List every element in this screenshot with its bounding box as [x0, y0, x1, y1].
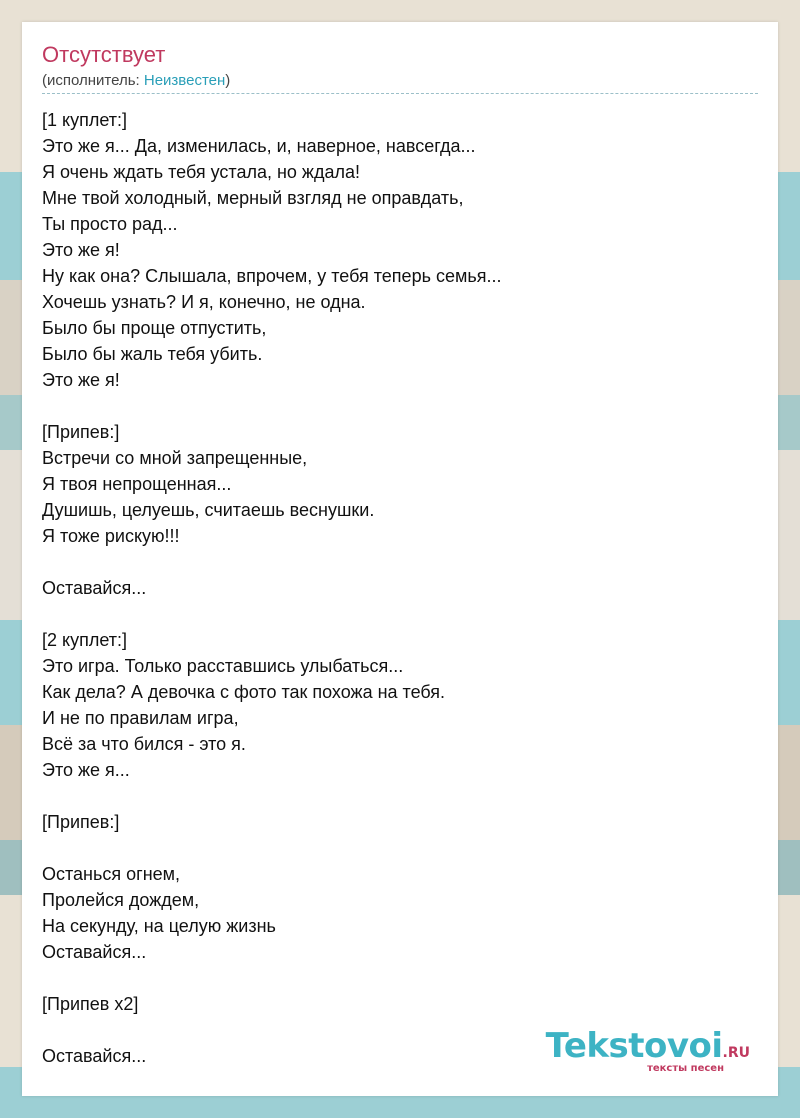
lyrics-text: [42, 107, 758, 1069]
lyric-line: [Припев:]: [42, 812, 120, 832]
lyrics-card: [22, 22, 778, 1096]
artist-prefix: (исполнитель:: [42, 72, 144, 89]
lyric-line: И не по правилам игра,: [42, 708, 239, 728]
lyric-line: Останься огнем,: [42, 864, 181, 884]
lyric-line: [42, 549, 758, 575]
lyric-line: [Припев x2]: [42, 994, 139, 1014]
lyric-line: Хочешь узнать? И я, конечно, не одна.: [42, 292, 366, 312]
lyric-line: Это же я... Да, изменилась, и, наверное, навсегда...: [42, 136, 476, 156]
lyric-line: Было бы проще отпустить,: [42, 318, 267, 338]
lyric-line: Оставайся...: [42, 942, 147, 962]
lyric-line: Мне твой холодный, мерный взгляд не оправдать,: [42, 188, 464, 208]
lyric-line: Ты просто рад...: [42, 214, 178, 234]
song-title: Отсутствует: [42, 42, 166, 67]
site-logo[interactable]: [545, 1026, 750, 1074]
lyric-line: [Припев:]: [42, 422, 120, 442]
lyric-line: [42, 835, 758, 861]
lyric-line: Я очень ждать тебя устала, но ждала!: [42, 162, 361, 182]
lyric-line: Это же я!: [42, 370, 120, 390]
lyric-line: [42, 393, 758, 419]
lyric-line: Это игра. Только расставшись улыбаться...: [42, 656, 404, 676]
lyric-line: [1 куплет:]: [42, 110, 127, 130]
lyric-line: На секунду, на целую жизнь: [42, 916, 276, 936]
logo-tld: .RU: [722, 1045, 750, 1061]
lyric-line: Это же я!: [42, 240, 120, 260]
lyric-line: Оставайся...: [42, 1046, 147, 1066]
lyric-line: [2 куплет:]: [42, 630, 127, 650]
lyric-line: [42, 601, 758, 627]
lyric-line: Как дела? А девочка с фото так похожа на тебя.: [42, 682, 446, 702]
artist-suffix: ): [225, 72, 231, 89]
lyric-line: Душишь, целуешь, считаешь веснушки.: [42, 500, 375, 520]
artist-line: [42, 72, 230, 89]
lyric-line: Я твоя непрощенная...: [42, 474, 232, 494]
lyric-line: Пролейся дождем,: [42, 890, 200, 910]
lyric-line: [42, 965, 758, 991]
lyric-line: Я тоже рискую!!!: [42, 526, 180, 546]
lyric-line: [42, 783, 758, 809]
logo-name: Tekstovoi: [545, 1026, 723, 1066]
lyric-line: Ну как она? Слышала, впрочем, у тебя теперь семья...: [42, 266, 502, 286]
logo-tagline: тексты песен: [647, 1063, 724, 1074]
artist-link[interactable]: Неизвестен: [143, 72, 226, 89]
lyric-line: Оставайся...: [42, 578, 147, 598]
lyric-line: Это же я...: [42, 760, 130, 780]
lyric-line: Встречи со мной запрещенные,: [42, 448, 308, 468]
title-divider: [42, 93, 758, 94]
lyric-line: Всё за что бился - это я.: [42, 734, 246, 754]
lyric-line: Было бы жаль тебя убить.: [42, 344, 263, 364]
